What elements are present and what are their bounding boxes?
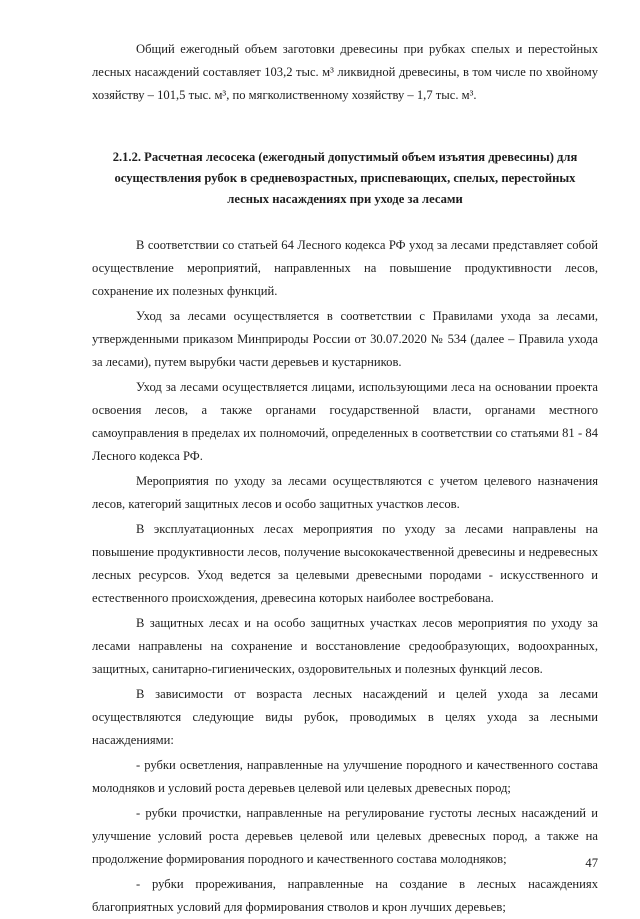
- page-number: 47: [585, 856, 598, 870]
- list-item-thinning-felling: - рубки прореживания, направленные на создание в лесных насаждениях благоприятных условий для формирования стволов и крон лучших деревьев;: [92, 877, 598, 914]
- list-item-clarification-felling: - рубки осветления, направленные на улучшение породного и качественного состава молодняков и условий роста деревьев целевой или целевых древесных пород;: [92, 758, 598, 795]
- paragraph-felling-types-intro: В зависимости от возраста лесных насаждений и целей ухода за лесами осуществляются следующие виды рубок, проводимых в целях ухода за лесными насаждениями:: [92, 687, 598, 747]
- paragraph-care-purpose: Мероприятия по уходу за лесами осуществляются с учетом целевого назначения лесов, категорий защитных лесов и особо защитных участков лесов.: [92, 474, 598, 511]
- list-item-cleaning-felling: - рубки прочистки, направленные на регулирование густоты лесных насаждений и улучшение условий роста деревьев целевой или целевых древесных пород, а также на продолжение формирования породного и качественного состава молодняков;: [92, 806, 598, 866]
- paragraph-care-rules: Уход за лесами осуществляется в соответствии с Правилами ухода за лесами, утвержденными приказом Минприроды России от 30.07.2020 № 534 (далее – Правила ухода за лесами), путем вырубки части деревьев и кустарников.: [92, 309, 598, 369]
- paragraph-care-persons: Уход за лесами осуществляется лицами, использующими леса на основании проекта освоения лесов, а также органами государственной власти, органами местного самоуправления в пределах их полномочий, определенных в соответствии со статьями 81 - 84 Лесного кодекса РФ.: [92, 380, 598, 463]
- section-heading: 2.1.2. Расчетная лесосека (ежегодный допустимый объем изъятия древесины) для осуществления рубок в средневозрастных, приспевающих, спелых, перестойных лесных насаждениях при уходе за лесами: [112, 150, 578, 206]
- intro-paragraph: Общий ежегодный объем заготовки древесины при рубках спелых и перестойных лесных насаждений составляет 103,2 тыс. м³ ликвидной древесины, в том числе по хвойному хозяйству – 101,5 тыс. м³, по мягколиственному хозяйству – 1,7 тыс. м³.: [92, 42, 598, 102]
- paragraph-exploitation-forests: В эксплуатационных лесах мероприятия по уходу за лесами направлены на повышение продуктивности лесов, получение высококачественной древесины и недревесных лесных ресурсов. Уход ведется за целевыми древесными породами - искусственного и естественного происхождения, древесина которых наиболее востребована.: [92, 522, 598, 605]
- paragraph-protective-forests: В защитных лесах и на особо защитных участках лесов мероприятия по уходу за лесами направлены на сохранение и восстановление средообразующих, водоохранных, защитных, санитарно-гигиенических, оздоровительных и полезных функций лесов.: [92, 616, 598, 676]
- paragraph-article-64: В соответствии со статьей 64 Лесного кодекса РФ уход за лесами представляет собой осуществление мероприятий, направленных на повышение продуктивности лесов, сохранение их полезных функций.: [92, 238, 598, 298]
